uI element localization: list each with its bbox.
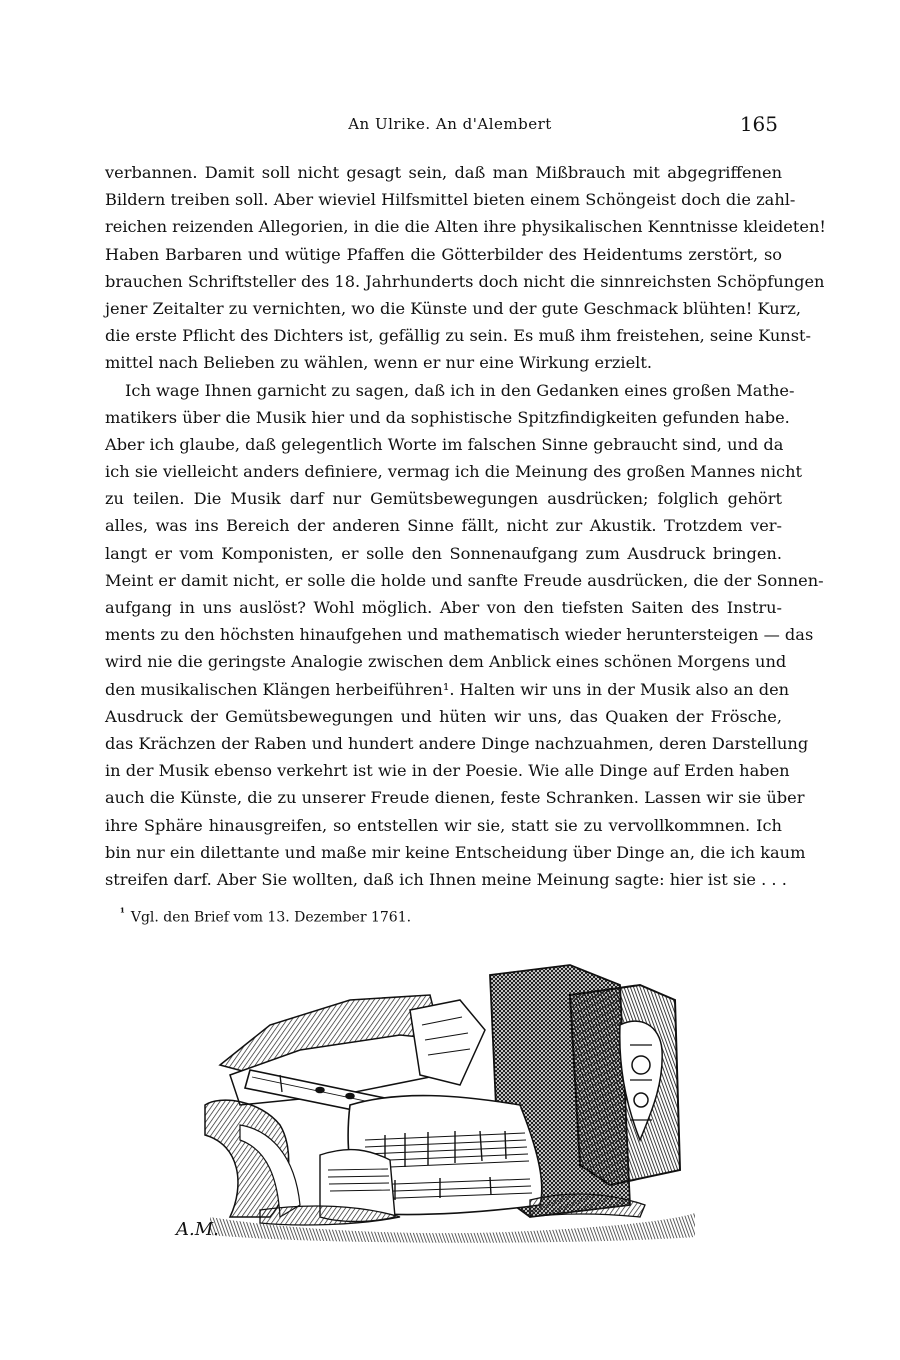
footnote-mark: ¹ [120, 906, 125, 919]
page-number: 165 [739, 112, 778, 136]
body-text [105, 159, 826, 893]
illustration-monogram: A.M. [176, 1219, 219, 1240]
text-line: streifen darf. Aber Sie wollten, daß ich Ihnen meine Meinung sagte: hier ist sie . . . [105, 869, 787, 889]
footnote [120, 903, 780, 928]
text-line: brauchen Schriftsteller des 18. Jahrhunderts doch nicht die sinnreichsten Schöpfungen [105, 271, 825, 291]
text-line: Haben Barbaren und wütige Pfaffen die Götterbilder des Heidentums zerstört, so [105, 244, 782, 264]
text-line: Ausdruck der Gemütsbewegungen und hüten wir uns, das Quaken der Frösche, [105, 706, 782, 726]
text-line: matikers über die Musik hier und da sophistische Spitzfindigkeiten gefunden habe. [105, 407, 790, 427]
text-line: jener Zeitalter zu vernichten, wo die Künste und der gute Geschmack blühten! Kurz, [105, 298, 802, 318]
text-line: den musikalischen Klängen herbeiführen¹. Halten wir uns in der Musik also an den [105, 679, 790, 699]
text-line: ments zu den höchsten hinaufgehen und mathematisch wieder heruntersteigen — das [105, 625, 814, 645]
text-line: das Krächzen der Raben und hundert andere Dinge nachzuahmen, deren Darstellung [105, 733, 809, 753]
running-title: An Ulrike. An d'Alembert [348, 115, 552, 133]
text-line: verbannen. Damit soll nicht gesagt sein, daß man Mißbrauch mit abgegriffenen [105, 163, 782, 182]
text-line: langt er vom Komponisten, er solle den Sonnenaufgang zum Ausdruck bringen. [105, 543, 782, 563]
text-line: Bildern treiben soll. Aber wieviel Hilfsmittel bieten einem Schöngeist doch die zahl- [105, 190, 796, 210]
text-line: in der Musik ebenso verkehrt ist wie in der Poesie. Wie alle Dinge auf Erden haben [105, 761, 790, 781]
text-line: Aber ich glaube, daß gelegentlich Worte im falschen Sinne gebraucht sind, und da [105, 434, 784, 454]
text-line: reichen reizenden Allegorien, in die die Alten ihre physikalischen Kenntnisse kleideten! [105, 217, 826, 237]
text-line: Meint er damit nicht, er solle die holde und sanfte Freude ausdrücken, die der Sonnen- [105, 570, 824, 590]
text-line: bin nur ein dilettante und maße mir keine Entscheidung über Dinge an, die ich kaum [105, 842, 806, 862]
text-line: alles, was ins Bereich der anderen Sinne fällt, nicht zur Akustik. Trotzdem ver- [105, 516, 782, 536]
text-line: wird nie die geringste Analogie zwischen dem Anblick eines schönen Morgens und [105, 652, 787, 672]
still-life-vignette [176, 955, 700, 1245]
text-line: mittel nach Belieben zu wählen, wenn er nur eine Wirkung erzielt. [105, 353, 652, 373]
text-line: ihre Sphäre hinausgreifen, so entstellen wir sie, statt sie zu vervollkommnen. Ich [105, 815, 782, 835]
booklet [410, 1000, 485, 1085]
text-line: die erste Pflicht des Dichters ist, gefällig zu sein. Es muß ihm freistehen, seine Kunst- [105, 326, 812, 346]
text-line: auch die Künste, die zu unserer Freude dienen, feste Schranken. Lassen wir sie über [105, 788, 805, 808]
text-line: aufgang in uns auslöst? Wohl möglich. Aber von den tiefsten Saiten des Instru- [105, 598, 782, 617]
footnote-text: Vgl. den Brief vom 13. Dezember 1761. [130, 909, 412, 926]
text-line: ich sie vielleicht anders definiere, vermag ich die Meinung des großen Mannes nicht [105, 462, 802, 482]
running-head [0, 112, 900, 139]
text-line: Ich wage Ihnen garnicht zu sagen, daß ich in den Gedanken eines großen Mathe- [125, 380, 795, 400]
text-line: zu teilen. Die Musik darf nur Gemütsbewegungen ausdrücken; folglich gehört [105, 489, 782, 509]
